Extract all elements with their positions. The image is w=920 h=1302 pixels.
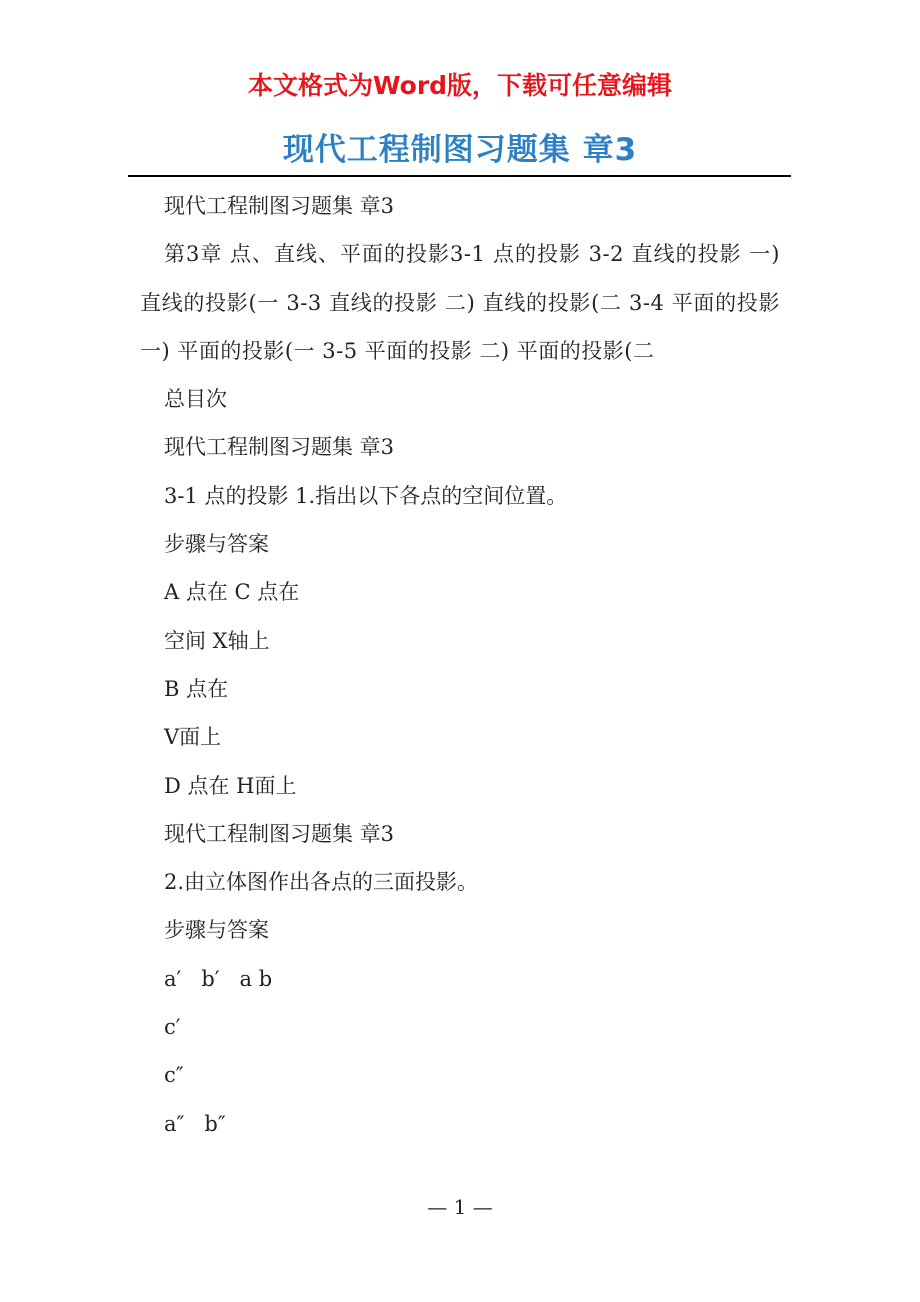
document-title: 现代工程制图习题集 章3 [282, 132, 638, 168]
document-body [140, 182, 780, 1148]
paragraph-projection-labels: c″ [164, 1063, 184, 1088]
paragraph-answer: B 点在 [164, 676, 229, 701]
paragraph-heading: 现代工程制图习题集 章3 [164, 194, 395, 218]
paragraph-projection-labels: c′ [164, 1015, 181, 1040]
format-banner: 本文格式为Word版，下载可任意编辑 [247, 71, 673, 100]
paragraph-chapter-contents: 第3章 点、直线、平面的投影3-1 点的投影 3-2 直线的投影 一) 直线的投影(一 3-3 直线的投影 二) 直线的投影(二 3-4 平面的投影 一) 平面的投影(一 3-5 平面的投影 二) 平面的投影(二 [140, 242, 780, 363]
paragraph-exercise-1: 3-1 点的投影 1.指出以下各点的空间位置。 [164, 483, 568, 508]
paragraph-heading: 现代工程制图习题集 章3 [164, 821, 395, 846]
paragraph-steps-label: 步骤与答案 [164, 532, 269, 557]
paragraph-toc-label: 总目次 [164, 387, 227, 412]
paragraph-answer: A 点在 C 点在 [164, 580, 300, 605]
paragraph-projection-labels: a″ b″ [164, 1111, 226, 1136]
paragraph-exercise-2: 2.由立体图作出各点的三面投影。 [164, 870, 479, 895]
page-number: — 1 — [427, 1195, 493, 1219]
paragraph-answer: V面上 [164, 725, 222, 750]
paragraph-answer: D 点在 H面上 [164, 773, 297, 798]
paragraph-projection-labels: a′ b′ a b [164, 966, 273, 991]
title-divider [128, 175, 791, 177]
paragraph-heading: 现代工程制图习题集 章3 [164, 435, 395, 460]
paragraph-steps-label: 步骤与答案 [164, 918, 269, 943]
paragraph-answer: 空间 X轴上 [164, 628, 270, 653]
